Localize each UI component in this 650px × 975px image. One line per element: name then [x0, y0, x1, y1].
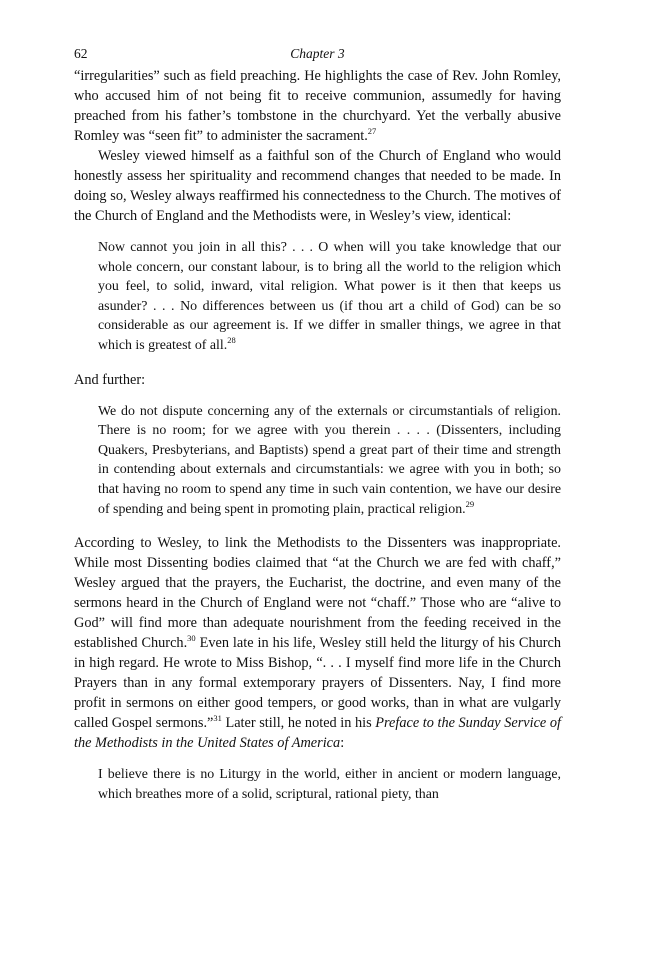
block-quote-externals	[98, 402, 561, 520]
footnote-ref-31: 31	[213, 713, 222, 724]
paragraph-text: Even late in his life, Wesley still held the liturgy of his Church in high regard. He wrote to Miss Bishop, “. . . I myself find more life in the Church Prayers than in any formal extemporary prayers of Dissenters. Nay, I find more profit in sermons on either good tempers, or good works, than in what are vulgarly called Gospel sermons.”	[74, 635, 561, 732]
book-page	[74, 40, 561, 818]
quote-text: I believe there is no Liturgy in the world, either in ancient or modern language, which breathes more of a solid, scriptural, rational piety, than	[98, 767, 561, 802]
paragraph-text: According to Wesley, to link the Methodists to the Dissenters was inappropriate. While most Dissenting bodies claimed that “at the Church we are fed with chaff,” Wesley argued that the prayers, the Eucharist, the doctrine, and even many of the sermons heard in the Church of England were not “chaff.” Those who are “alive to God” will find more than adequate nourishment from the feeding received in the established Church.	[74, 535, 561, 652]
quote-text: We do not dispute concerning any of the externals or circumstantials of religion. There is no room; for we agree with you therein . . . . (Dissenters, including Quakers, Presbyterians, and Baptists) spend a great part of their time and strength in contending about externals and circumstantials: we agree with you in both; so that having no room to spend any time in such vain contention, we have our desire of spending and being spent in promoting plain, practical religion.	[98, 403, 561, 517]
block-quote-liturgy	[98, 765, 561, 804]
paragraph-text: “irregularities” such as field preaching. He highlights the case of Rev. John Romley, who accused him of not being fit to receive communion, assumedly for having preached from his father’s tombstone in the churchyard. Yet the verbally abusive Romley was “seen fit” to administer the sacrament.	[74, 68, 561, 144]
footnote-ref-30: 30	[187, 633, 196, 644]
block-quote-join	[98, 238, 561, 356]
paragraph-dissenters	[74, 533, 561, 753]
paragraph-romley	[74, 66, 561, 146]
paragraph-text: :	[340, 735, 345, 752]
running-head	[74, 40, 561, 66]
footnote-ref-28: 28	[227, 334, 236, 345]
paragraph-text: Later still, he noted in his	[221, 715, 376, 732]
quote-text: Now cannot you join in all this? . . . O when will you take knowledge that our whole concern, our constant labour, is to bring all the world to the religion which you feel, to solid, inward, vital religion. What power is it then that keeps us asunder? . . . No differences between us (if thou art a child of God) can be so considerable as our agreement is. If we differ in smaller things, we agree in that which is greatest of all.	[98, 240, 561, 353]
footnote-ref-27: 27	[367, 126, 377, 136]
page-number: 62	[74, 46, 88, 61]
paragraph-text: And further:	[74, 371, 146, 388]
paragraph-and-further	[74, 370, 561, 390]
footnote-ref-29: 29	[465, 498, 475, 509]
paragraph-text: Wesley viewed himself as a faithful son of the Church of England who would honestly assess her spirituality and recommend changes that needed to be made. In doing so, Wesley always reaffirmed his connectedness to the Church. The motives of the Church of England and the Methodists were, in Wesley’s view, identical:	[74, 148, 561, 224]
chapter-title: Chapter 3	[290, 46, 345, 61]
paragraph-faithful-son	[74, 146, 561, 226]
book-title: Preface to the Sunday Service of the Methodists in the United States of America	[74, 715, 561, 752]
